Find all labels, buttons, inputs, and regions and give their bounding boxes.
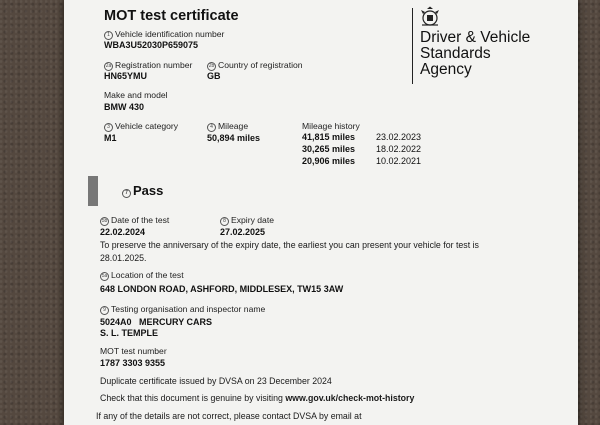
vin-value: WBA3U52030P659075 [104,40,199,50]
country-label: 2b Country of registration [208,60,303,70]
test-number-value: 1787 3303 9355 [100,358,166,368]
category-badge: 3 [104,123,113,132]
category-label: 3 Vehicle category [104,121,178,132]
reg-label: 2a Registration number [105,60,193,70]
anniversary-text-1: To preserve the anniversary of the expiry date, the earliest you can present your vehicle for test is [100,240,479,250]
vin-label: 1 Vehicle identification number [104,29,224,40]
test-number-label: MOT test number [100,346,167,356]
history-miles: 20,906 miles [302,156,356,166]
contact-notice: If any of the details are not correct, please contact DVSA by email at [96,411,362,421]
organisation-label: 9 Testing organisation and inspector name [100,304,265,315]
country-badge: 2b [208,63,215,69]
reg-value: HN65YMU [104,71,148,81]
mileage-history-list [302,132,472,168]
result-bar [88,176,98,206]
mileage-badge: 4 [207,123,216,132]
org-badge: 9 [100,306,109,315]
mileage-history-label: Mileage history [302,121,360,131]
location-value: 648 LONDON ROAD, ASHFORD, MIDDLESEX, TW15 3AW [100,284,344,294]
test-date-value: 22.02.2024 [100,227,146,237]
royal-crest-icon [418,6,442,28]
check-mot-link[interactable]: www.gov.uk/check-mot-history [285,393,415,403]
history-date: 23.02.2023 [376,132,422,142]
organisation-line-1: 5024A0 MERCURY CARS [100,317,213,327]
history-date: 10.02.2021 [376,156,422,166]
agency-line-3: Agency [420,61,472,78]
header-divider [412,8,413,84]
duplicate-notice: Duplicate certificate issued by DVSA on 23 December 2024 [100,376,332,386]
reg-badge: 2a [105,63,112,69]
make-value: BMW 430 [104,102,145,112]
test-date-label: 5b Date of the test [101,215,170,225]
date-badge: 5b [101,218,108,224]
result-status: 7 Pass [122,183,163,198]
history-date: 18.02.2022 [376,144,422,154]
agency-name [420,30,530,78]
check-notice: Check that this document is genuine by visiting www.gov.uk/check-mot-history [100,393,415,403]
expiry-badge: 8 [220,217,229,226]
certificate-paper [64,0,578,425]
location-label: 5a Location of the test [101,270,184,280]
agency-line-2: Standards [420,45,491,62]
expiry-label: 8 Expiry date [220,215,274,226]
mileage-value: 50,894 miles [207,133,261,143]
vin-badge: 1 [104,31,113,40]
category-value: M1 [104,133,117,143]
mileage-label: 4 Mileage [207,121,248,132]
expiry-value: 27.02.2025 [220,227,266,237]
history-miles: 41,815 miles [302,132,356,142]
history-miles: 30,265 miles [302,144,356,154]
pass-badge: 7 [122,189,131,198]
country-value: GB [207,71,221,81]
agency-line-1: Driver & Vehicle [420,29,531,46]
make-label: Make and model [104,90,168,100]
inspector-name: S. L. TEMPLE [100,328,159,338]
page-title: MOT test certificate [104,8,239,24]
location-badge: 5a [101,273,108,279]
anniversary-text-2: 28.01.2025. [100,253,147,263]
